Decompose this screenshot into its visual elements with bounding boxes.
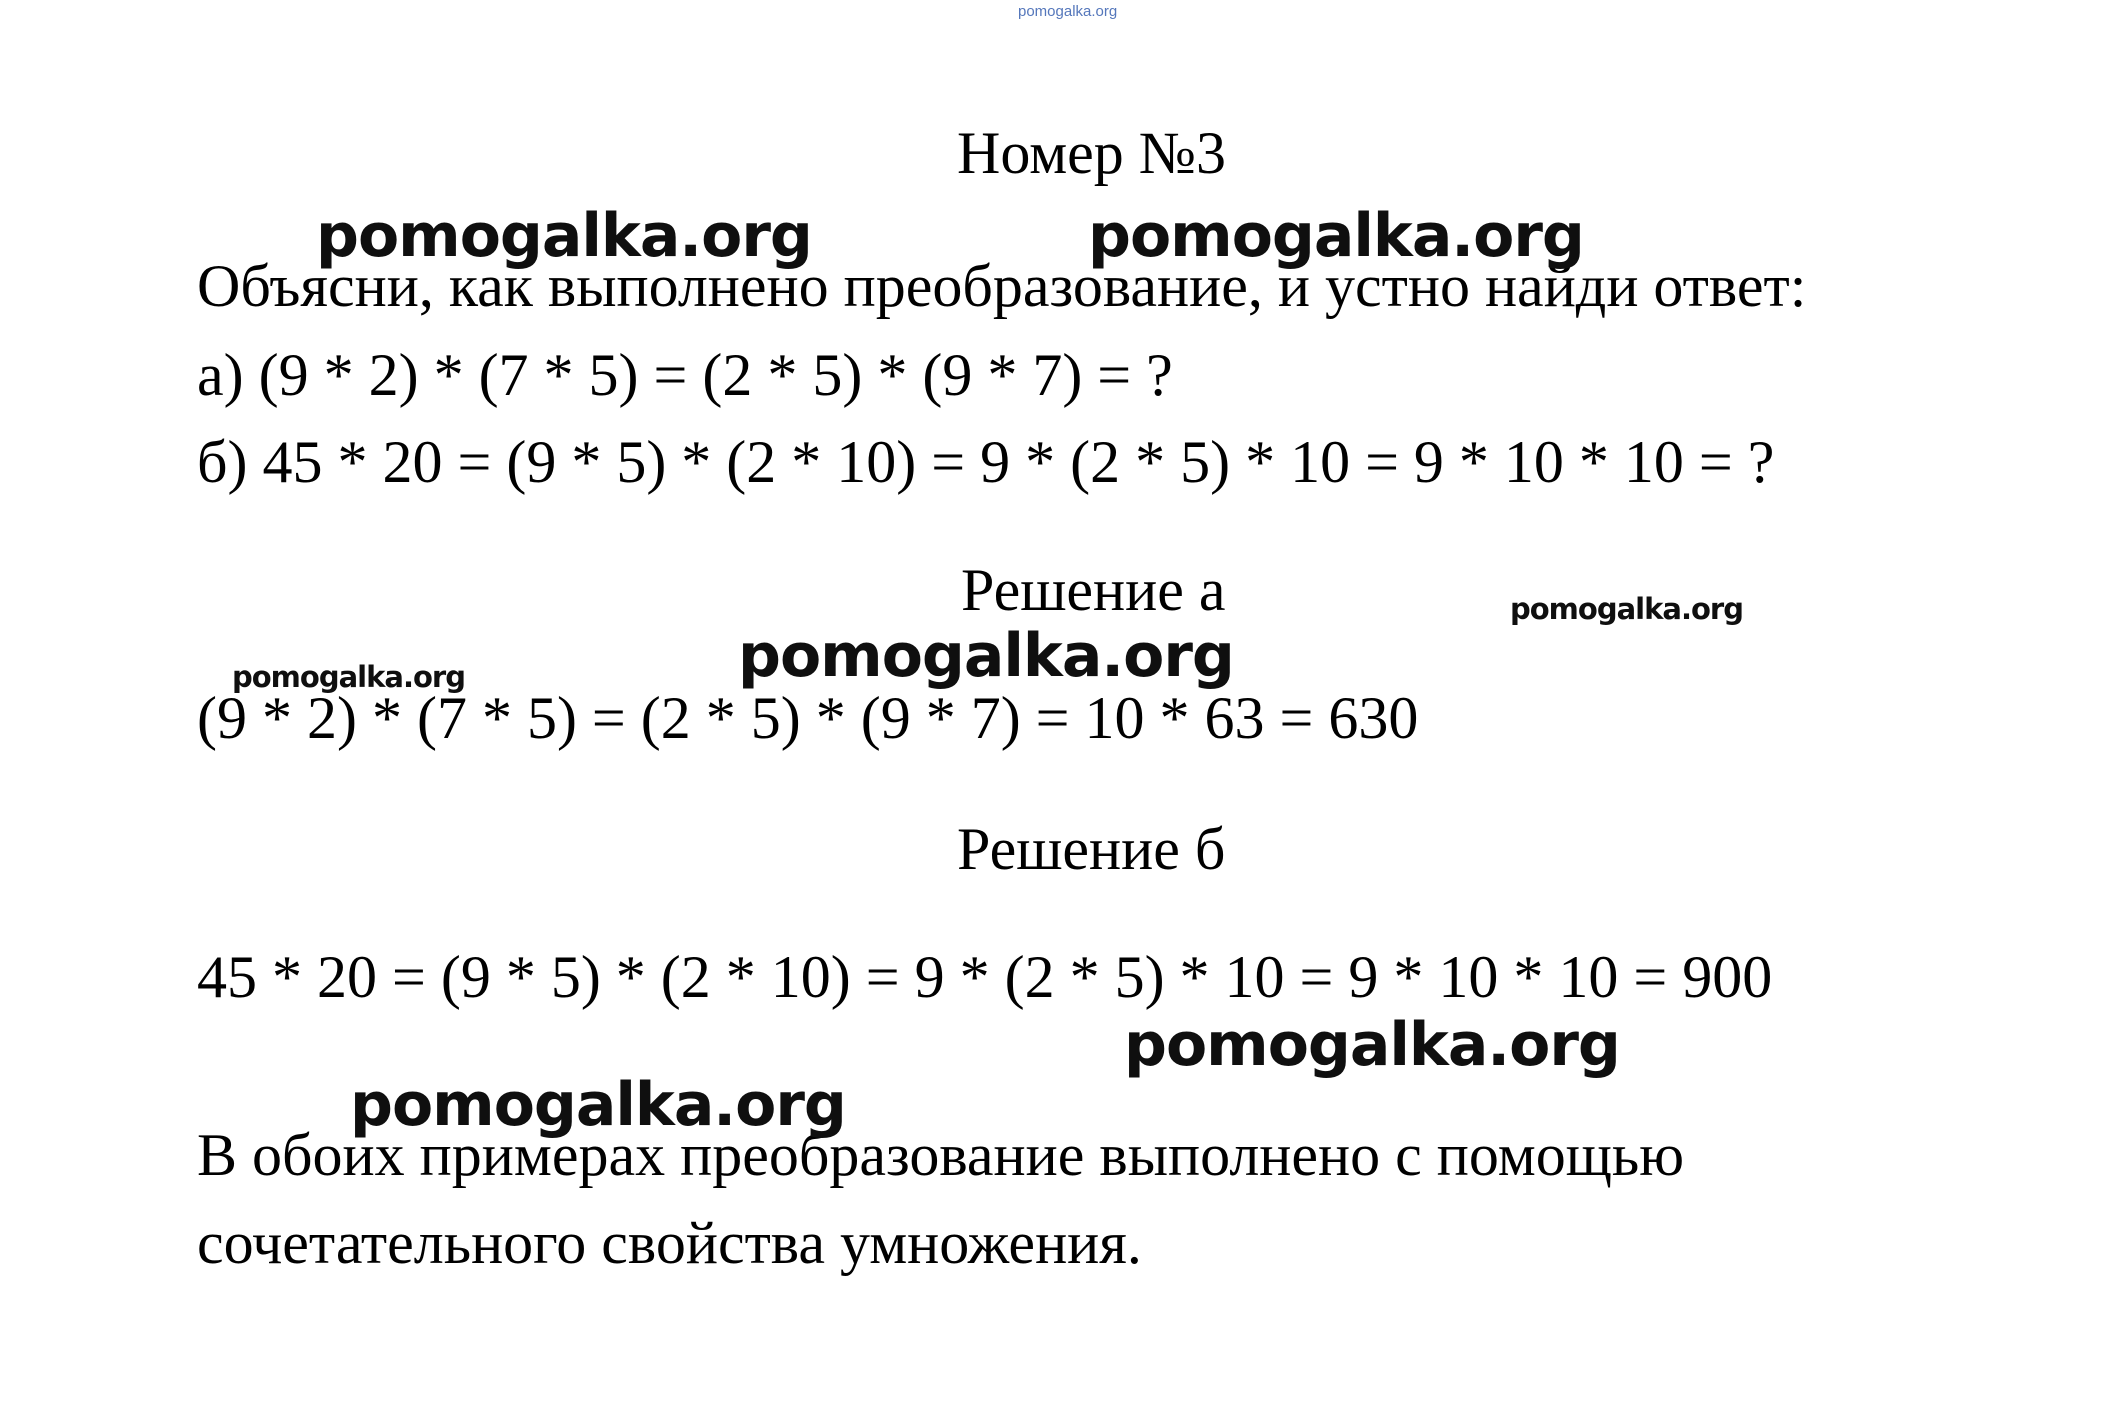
watermark: pomogalka.org <box>1510 592 1743 626</box>
task-item-a: а) (9 * 2) * (7 * 5) = (2 * 5) * (9 * 7) = ? <box>197 342 1173 408</box>
watermark: pomogalka.org <box>738 621 1234 691</box>
solution-b-heading: Решение б <box>957 816 1226 882</box>
task-item-b: б) 45 * 20 = (9 * 5) * (2 * 10) = 9 * (2 * 5) * 10 = 9 * 10 * 10 = ? <box>197 429 1775 495</box>
page-title: Номер №3 <box>957 120 1227 186</box>
conclusion-line-2: сочетательного свойства умножения. <box>197 1210 1142 1276</box>
watermark: pomogalka.org <box>1088 201 1584 271</box>
watermark: pomogalka.org <box>1124 1010 1620 1080</box>
solution-a-heading: Решение а <box>961 557 1226 623</box>
solution-b-line: 45 * 20 = (9 * 5) * (2 * 10) = 9 * (2 * 5) * 10 = 9 * 10 * 10 = 900 <box>197 944 1773 1010</box>
watermark: pomogalka.org <box>350 1070 846 1140</box>
conclusion-line-1: В обоих примерах преобразование выполнено с помощью <box>197 1122 1685 1188</box>
watermark: pomogalka.org <box>316 201 812 271</box>
task-prompt: Объясни, как выполнено преобразование, и устно найди ответ: <box>197 253 1807 319</box>
header-watermark: pomogalka.org <box>1018 3 1118 20</box>
watermark: pomogalka.org <box>232 660 465 694</box>
solution-a-line: (9 * 2) * (7 * 5) = (2 * 5) * (9 * 7) = 10 * 63 = 630 <box>197 685 1419 751</box>
